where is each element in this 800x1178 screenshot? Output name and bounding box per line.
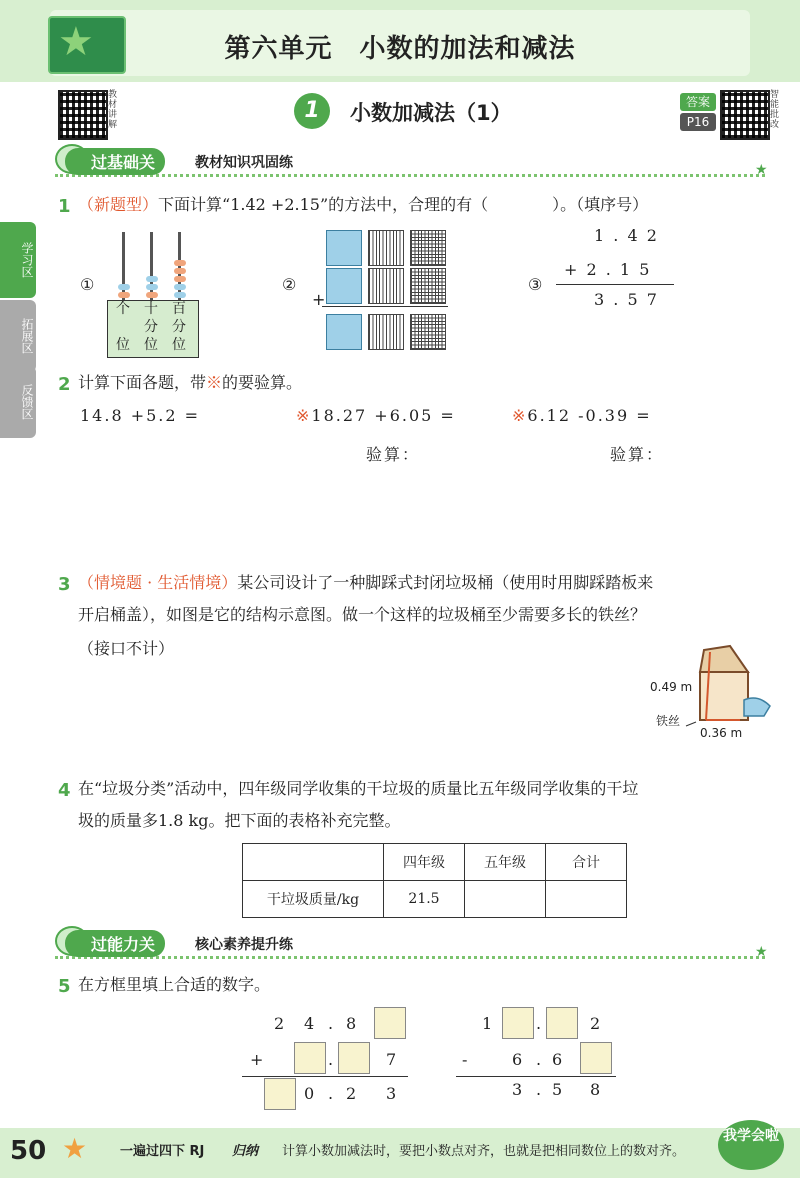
q5b-row1-digit: 2	[590, 1014, 603, 1033]
mascot-star-icon: ★	[58, 19, 94, 65]
q5b-row2-dot: .	[536, 1050, 544, 1069]
table-header-cell: 合计	[546, 844, 627, 881]
q4-table	[242, 843, 627, 918]
q3-stem-line1: （情境题 · 生活情境）某公司设计了一种脚踩式封闭垃圾桶（使用时用脚踩踏板来	[78, 573, 654, 592]
q5a-blank-box[interactable]	[374, 1007, 406, 1039]
q1-number: 1	[58, 196, 71, 217]
grid-tenths	[368, 268, 404, 304]
q5a-row3-dot: .	[328, 1084, 336, 1103]
abacus-bead	[146, 284, 158, 290]
q1-vertical-row2: + 2 . 1 5	[564, 260, 652, 279]
unit-title: 第六单元 小数的加法和减法	[224, 34, 576, 64]
grid-hundredths	[410, 268, 446, 304]
grid-unit-square	[326, 230, 362, 266]
q5b-row3-dot: .	[536, 1080, 544, 1099]
q1-vertical-row1: 1 . 4 2	[594, 226, 659, 245]
q3-wire-label: 铁丝	[656, 714, 681, 728]
side-tab-study[interactable]: 学习区	[0, 222, 36, 298]
q5b-blank-box[interactable]	[546, 1007, 578, 1039]
q5a-row2-dot: .	[328, 1050, 336, 1069]
abacus-bead	[118, 292, 130, 298]
mascot-star-icon: ★	[62, 1132, 88, 1165]
q5b-row3-digit: 8	[590, 1080, 603, 1099]
abacus-bead	[146, 292, 158, 298]
q1-tag: （新题型）	[78, 195, 159, 214]
q4-stem-line1: 在“垃圾分类”活动中，四年级同学收集的干垃圾的质量比五年级同学收集的干垃	[78, 779, 639, 798]
q5a-plus-sign: +	[250, 1050, 266, 1069]
lesson-number-badge: 1	[294, 93, 330, 129]
q5a-row3-digit: 0	[304, 1084, 317, 1103]
footer-tip-label: 归纳	[232, 1144, 259, 1159]
q1-stem	[78, 190, 648, 220]
abacus-bead	[174, 260, 186, 266]
footer-brand: 一遍过四下 RJ	[120, 1144, 205, 1159]
q5b-minus-sign: -	[462, 1050, 470, 1069]
q1-option-3-label: ③	[528, 275, 543, 294]
section-basic-bar	[55, 148, 768, 178]
side-tab-extend[interactable]: 拓展区	[0, 300, 36, 372]
abacus-bead	[174, 284, 186, 290]
table-cell: 21.5	[384, 881, 465, 918]
grid-sum-line	[322, 306, 448, 307]
grid-plus-sign: +	[312, 290, 326, 309]
abacus-bead	[118, 284, 130, 290]
q2-expression-1: 14.8 +5.2 =	[80, 406, 201, 425]
q3-number: 3	[58, 574, 71, 595]
q5a-row1-digit: 2	[274, 1014, 287, 1033]
q1-vertical-row3: 3 . 5 7	[594, 290, 659, 309]
table-header-cell	[243, 844, 384, 881]
q5a-row3-digit: 2	[346, 1084, 359, 1103]
q5b-blank-box[interactable]	[580, 1042, 612, 1074]
abacus-bead	[174, 292, 186, 298]
section-ability-label: 过能力关	[65, 930, 165, 957]
table-header-row	[243, 844, 627, 881]
q5a-blank-box[interactable]	[294, 1042, 326, 1074]
footer-stamp: 我学会啦	[718, 1120, 784, 1170]
section-ability-bar	[55, 930, 768, 960]
grid-hundredths	[410, 314, 446, 350]
abacus-label-hundredths: 百 分 位	[172, 301, 186, 353]
q5a-row1-digit: 8	[346, 1014, 359, 1033]
lesson-title: 小数加减法（1）	[350, 101, 512, 125]
abacus-label-tenths: 十 分 位	[144, 301, 158, 353]
q2-check-label-2: 验算：	[366, 445, 421, 464]
answer-page: P16	[680, 113, 716, 131]
table-header-cell: 五年级	[465, 844, 546, 881]
q3-height-label: 0.49 m	[650, 680, 693, 694]
table-cell-blank[interactable]	[546, 881, 627, 918]
table-row	[243, 881, 627, 918]
page-number: 50	[10, 1136, 47, 1166]
grid-hundredths	[410, 230, 446, 266]
star-icon: ★	[755, 944, 768, 960]
grid-tenths	[368, 314, 404, 350]
q5a-row2-digit: 7	[386, 1050, 399, 1069]
q5b-row2-digit: 6	[512, 1050, 525, 1069]
q5a-blank-box[interactable]	[338, 1042, 370, 1074]
q1-vertical-line	[556, 284, 674, 285]
q5a-row1-digit: 4	[304, 1014, 317, 1033]
q5-stem: 在方框里填上合适的数字。	[78, 975, 271, 994]
q2-expression-2: ※18.27 +6.05 =	[296, 406, 456, 425]
q2-number: 2	[58, 374, 71, 395]
section-basic-label: 过基础关	[65, 148, 165, 175]
footer-tip: 计算小数加减法时，要把小数点对齐，也就是把相同数位上的数对齐。	[282, 1144, 686, 1159]
section-basic-subtitle: 教材知识巩固练	[195, 155, 293, 171]
q5b-row1-digit: 1	[482, 1014, 495, 1033]
wire-pointer	[686, 722, 696, 726]
abacus-label-ones: 个 位	[116, 301, 130, 353]
section-ability-subtitle: 核心素养提升练	[195, 937, 293, 953]
q5b-row3-digit: 3	[512, 1080, 525, 1099]
abacus-bead	[174, 276, 186, 282]
q5-number: 5	[58, 976, 71, 997]
abacus-bead	[174, 268, 186, 274]
q3-stem-line2: 开启桶盖），如图是它的结构示意图。做一个这样的垃圾桶至少需要多长的铁丝？	[78, 605, 647, 624]
qr-code-right[interactable]	[720, 90, 770, 140]
qr-code-left[interactable]	[58, 90, 108, 140]
q2-check-label-3: 验算：	[610, 445, 665, 464]
q5a-row3-digit: 3	[386, 1084, 399, 1103]
answer-badge: 答案	[680, 93, 716, 111]
q1-text: 下面计算“1.42 +2.15”的方法中，合理的有（ ）。（填序号）	[158, 195, 649, 214]
q2-expression-3: ※6.12 -0.39 =	[512, 406, 652, 425]
q5b-row2-digit: 6	[552, 1050, 565, 1069]
q2-stem: 计算下面各题，带※的要验算。	[78, 373, 303, 392]
star-icon: ★	[755, 162, 768, 178]
q5b-blank-box[interactable]	[502, 1007, 534, 1039]
table-cell-blank[interactable]	[465, 881, 546, 918]
bin-lid	[700, 646, 748, 672]
table-header-cell: 四年级	[384, 844, 465, 881]
q5b-row1-dot: .	[536, 1014, 544, 1033]
q1-option-1-label: ①	[80, 275, 95, 294]
grid-unit-square	[326, 268, 362, 304]
side-tab-feedback[interactable]: 反馈区	[0, 366, 36, 438]
q5b-row3-digit: 5	[552, 1080, 565, 1099]
q5a-sum-line	[242, 1076, 408, 1077]
q1-option-2-label: ②	[282, 275, 297, 294]
abacus-bead	[146, 276, 158, 282]
q3-width-label: 0.36 m	[700, 726, 743, 740]
table-row-label: 干垃圾质量/kg	[243, 881, 384, 918]
grid-tenths	[368, 230, 404, 266]
q5a-blank-box[interactable]	[264, 1078, 296, 1110]
q4-stem-line2: 圾的质量多1.8 kg。把下面的表格补充完整。	[78, 811, 401, 830]
q5b-diff-line	[456, 1076, 616, 1077]
qr-left-label: 教材讲解	[108, 90, 118, 130]
q5a-row1-dot: .	[328, 1014, 336, 1033]
qr-right-label: 智能批改	[770, 90, 780, 130]
foot-shoe-icon	[744, 698, 770, 716]
q3-stem-line3: （接口不计）	[78, 639, 175, 658]
q4-number: 4	[58, 780, 71, 801]
grid-unit-square	[326, 314, 362, 350]
